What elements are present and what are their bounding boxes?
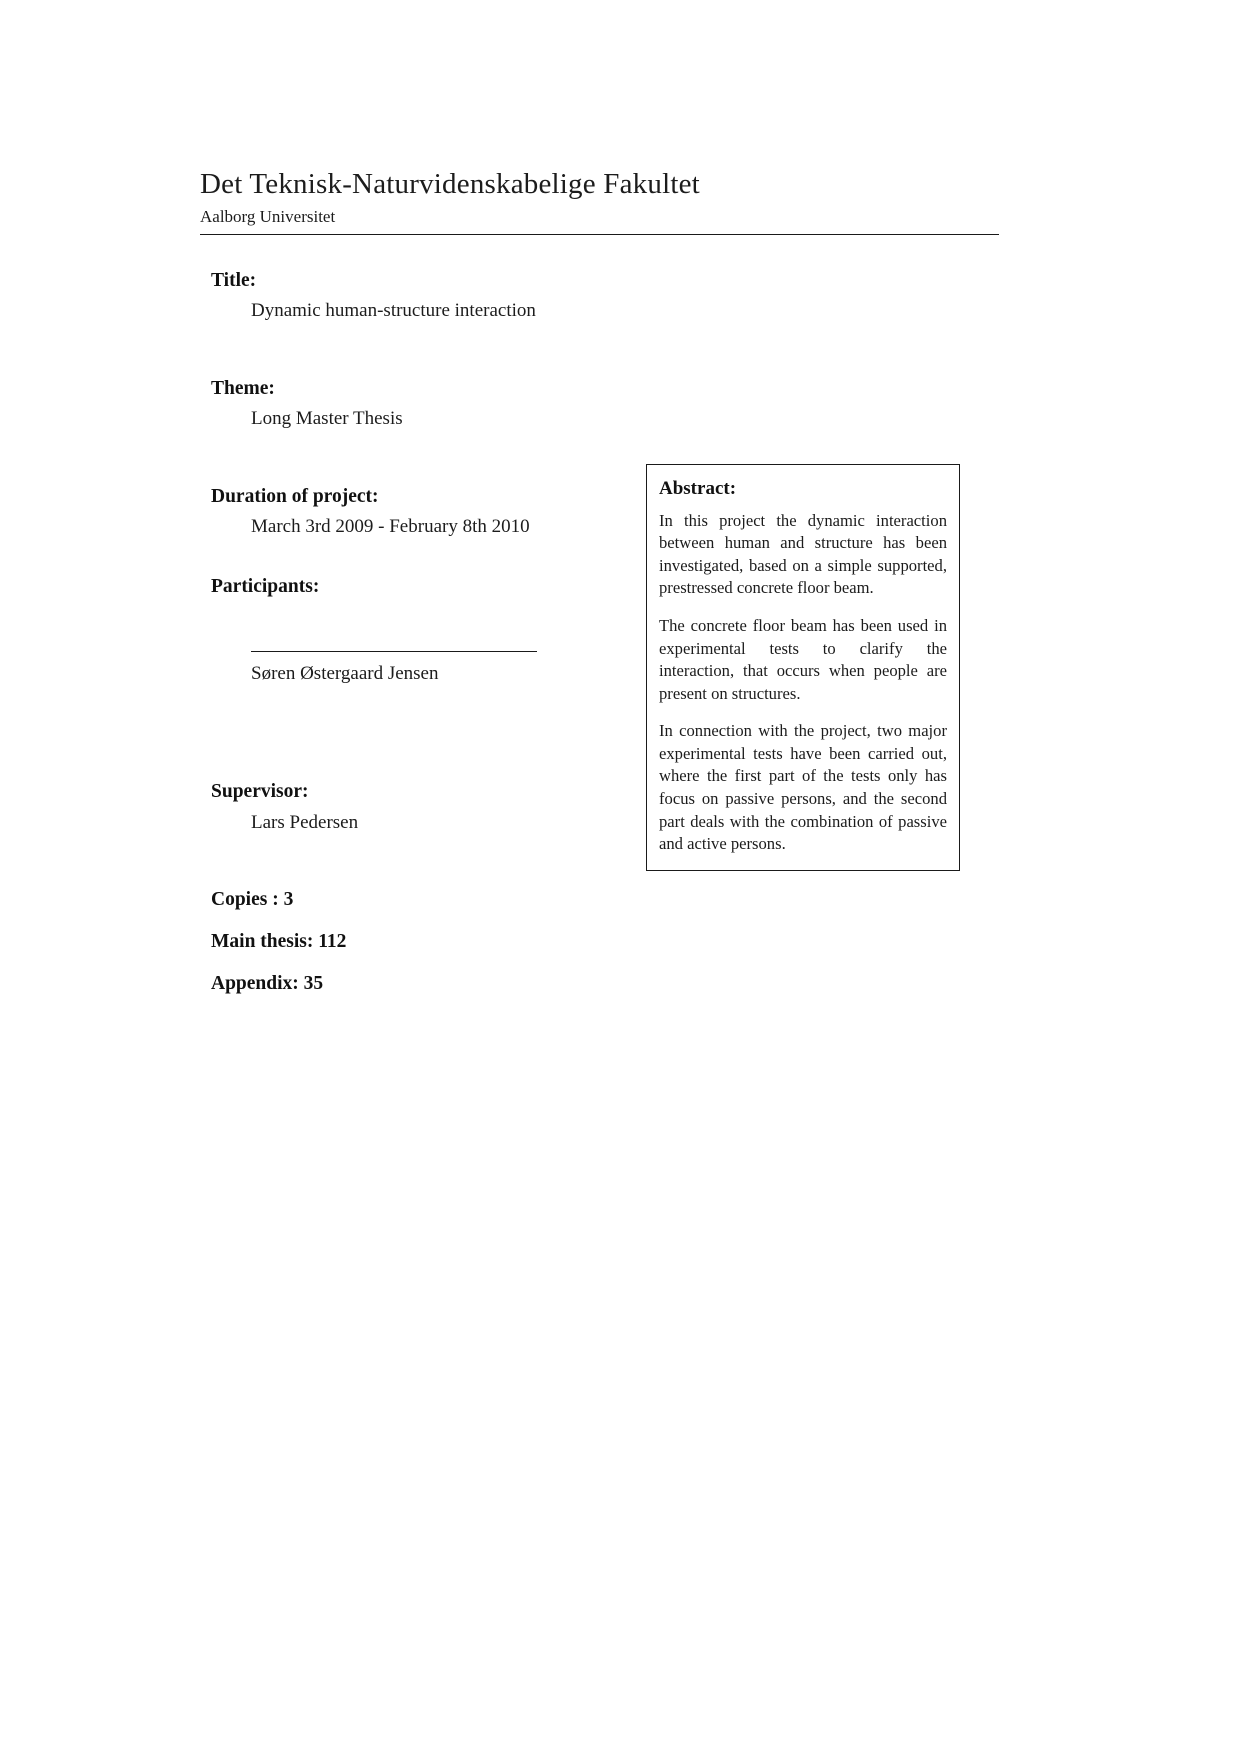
copies-line: Copies : 3 bbox=[211, 889, 294, 911]
title-label: Title: bbox=[211, 270, 257, 291]
field-duration bbox=[211, 484, 631, 540]
spacer bbox=[211, 540, 631, 574]
duration-label: Duration of project: bbox=[211, 486, 379, 508]
appendix-line: Appendix: 35 bbox=[211, 973, 324, 995]
spacer bbox=[211, 911, 631, 931]
abstract-box bbox=[646, 464, 960, 871]
title-value: Dynamic human-structure interaction bbox=[251, 300, 536, 322]
university-name: Aalborg Universitet bbox=[200, 207, 336, 227]
abstract-paragraph-3: In connection with the project, two major experimental tests have been carried out, where the first part of the tests only has focus on passive persons, and the second part deals with the combination of passive and active persons. bbox=[659, 721, 947, 854]
field-title bbox=[211, 268, 631, 324]
main-thesis-line: Main thesis: 112 bbox=[211, 931, 347, 953]
faculty-title: Det Teknisk-Naturvidenskabelige Fakultet bbox=[200, 168, 700, 200]
page-header bbox=[200, 168, 1000, 228]
metadata-column bbox=[211, 268, 631, 995]
field-theme bbox=[211, 376, 631, 432]
supervisor-value: Lars Pedersen bbox=[251, 811, 359, 833]
theme-value: Long Master Thesis bbox=[251, 408, 403, 430]
participant-name: Søren Østergaard Jensen bbox=[251, 663, 439, 685]
spacer bbox=[211, 324, 631, 376]
participants-label: Participants: bbox=[211, 576, 320, 598]
supervisor-label: Supervisor: bbox=[211, 781, 309, 803]
abstract-heading: Abstract: bbox=[659, 478, 737, 499]
field-supervisor bbox=[211, 779, 631, 835]
abstract-paragraph-2: The concrete floor beam has been used in experimental tests to clarify the interaction, that occurs when people are present on structures. bbox=[659, 616, 947, 703]
abstract-paragraph-1: In this project the dynamic interaction between human and structure has been investigated, based on a simple supported, prestressed concrete floor beam. bbox=[659, 510, 947, 598]
header-divider bbox=[200, 234, 999, 235]
participants-block bbox=[211, 611, 631, 685]
theme-label: Theme: bbox=[211, 378, 275, 400]
spacer bbox=[211, 685, 631, 779]
spacer bbox=[211, 835, 631, 889]
duration-value: March 3rd 2009 - February 8th 2010 bbox=[251, 516, 530, 538]
signature-line bbox=[251, 651, 537, 652]
field-participants bbox=[211, 574, 631, 685]
spacer bbox=[211, 953, 631, 973]
spacer bbox=[211, 432, 631, 484]
spacer bbox=[211, 611, 631, 651]
